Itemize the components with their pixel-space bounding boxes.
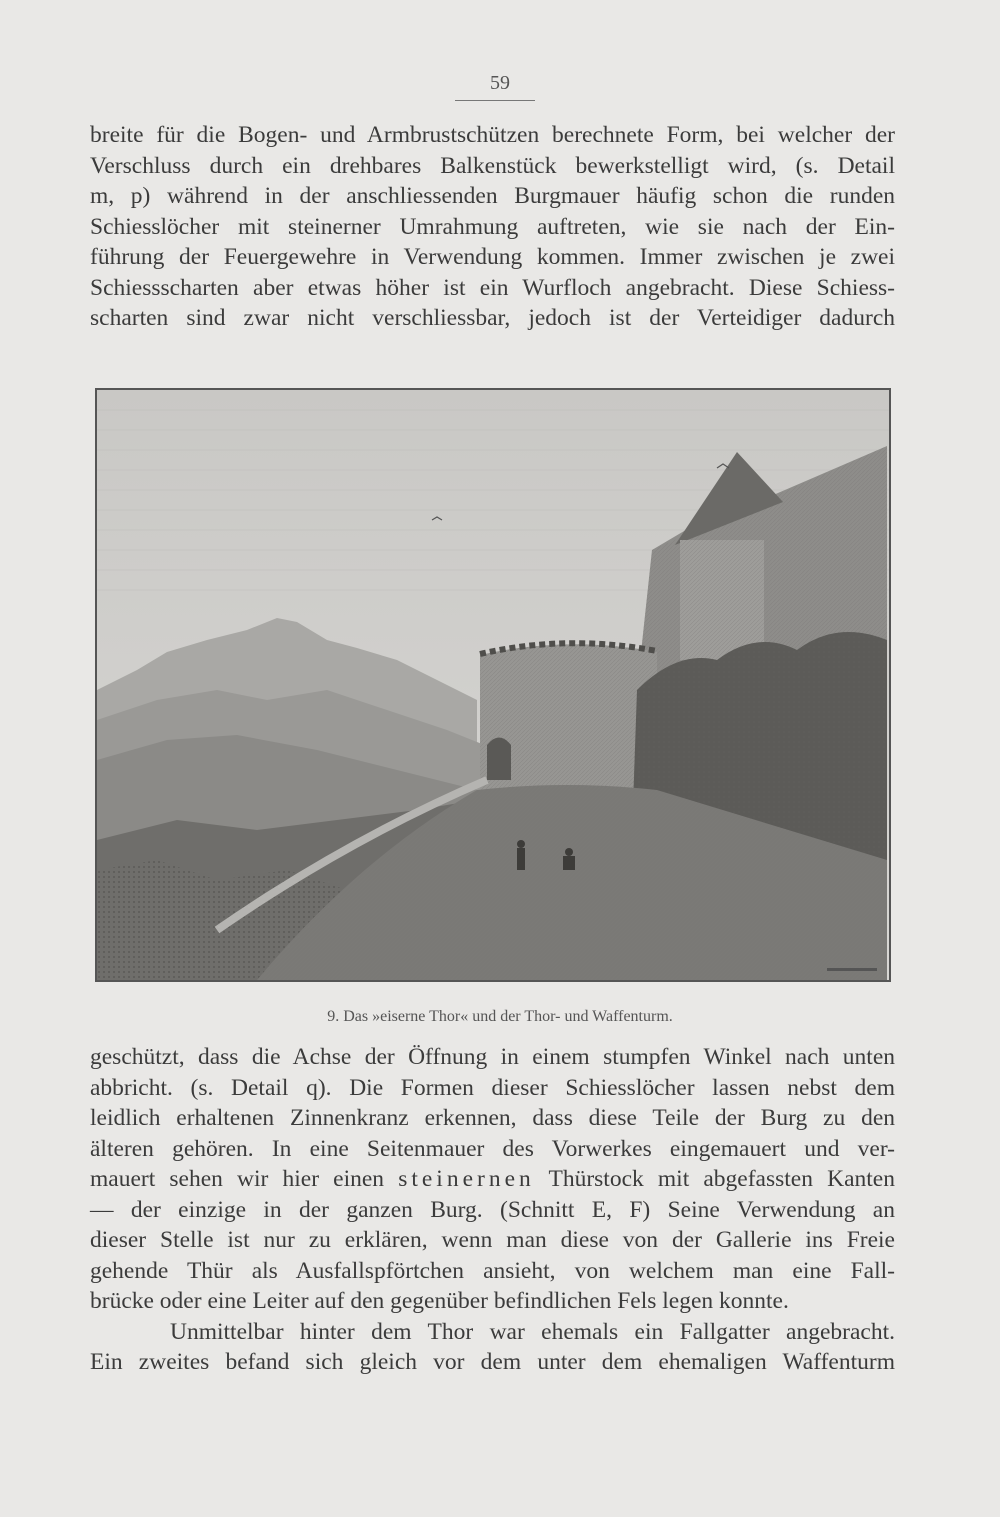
page-number: 59 — [490, 72, 510, 94]
text-line: abbricht. (s. Detail q). Die Formen dieser Schiesslöcher lassen nebst dem — [90, 1074, 895, 1101]
text-line: scharten sind zwar nicht verschliessbar, jedoch ist der Verteidiger dadurch — [90, 305, 895, 331]
text-line-spaced — [90, 1164, 895, 1195]
spaced-word: steinernen — [398, 1166, 535, 1192]
text-fragment: Thürstock mit abgefassten Kanten — [534, 1166, 895, 1192]
text-line: führung der Feuergewehre in Verwendung kommen. Immer zwischen je zwei — [90, 244, 895, 270]
text-line: Schiesslöcher mit steinerner Umrahmung auftreten, wie sie nach der Ein- — [90, 213, 895, 240]
page-number-rule — [455, 100, 535, 101]
text-line: Verschluss durch ein drehbares Balkenstück bewerkstelligt wird, (s. Detail — [90, 152, 895, 179]
text-line: Ein zweites befand sich gleich vor dem unter dem ehemaligen Waffenturm — [90, 1349, 895, 1375]
text-line: brücke oder eine Leiter auf den gegenüber befindlichen Fels legen konnte. — [90, 1288, 789, 1314]
text-line: älteren gehören. In eine Seitenmauer des Vorwerkes eingemauert und ver- — [90, 1135, 895, 1162]
text-line: Unmittelbar hinter dem Thor war ehemals ein Fallgatter angebracht. — [170, 1318, 895, 1345]
top-paragraph — [90, 120, 895, 334]
text-line: geschützt, dass die Achse der Öffnung in einem stumpfen Winkel nach unten — [90, 1044, 895, 1070]
text-line: breite für die Bogen- und Armbrustschützen berechnete Form, bei welcher der — [90, 122, 895, 148]
text-line: Schiessscharten aber etwas höher ist ein Wurfloch angebracht. Diese Schiess- — [90, 274, 895, 301]
text-fragment: mauert sehen wir hier einen — [90, 1166, 399, 1192]
text-line: m, p) während in der anschliessenden Burgmauer häufig schon die runden — [90, 183, 895, 209]
text-line: dieser Stelle ist nur zu erklären, wenn man diese von der Gallerie ins Freie — [90, 1227, 895, 1253]
bottom-paragraph — [90, 1042, 895, 1378]
castle-illustration — [95, 388, 891, 982]
text-line: gehende Thür als Ausfallspförtchen ansieht, von welchem man eine Fall- — [90, 1257, 895, 1284]
text-line: leidlich erhaltenen Zinnenkranz erkennen, dass diese Teile der Burg zu den — [90, 1105, 895, 1131]
text-line: — der einzige in der ganzen Burg. (Schnitt E, F) Seine Verwendung an — [90, 1196, 895, 1223]
figure-caption: 9. Das »eiserne Thor« und der Thor- und Waffenturm. — [327, 1008, 673, 1025]
